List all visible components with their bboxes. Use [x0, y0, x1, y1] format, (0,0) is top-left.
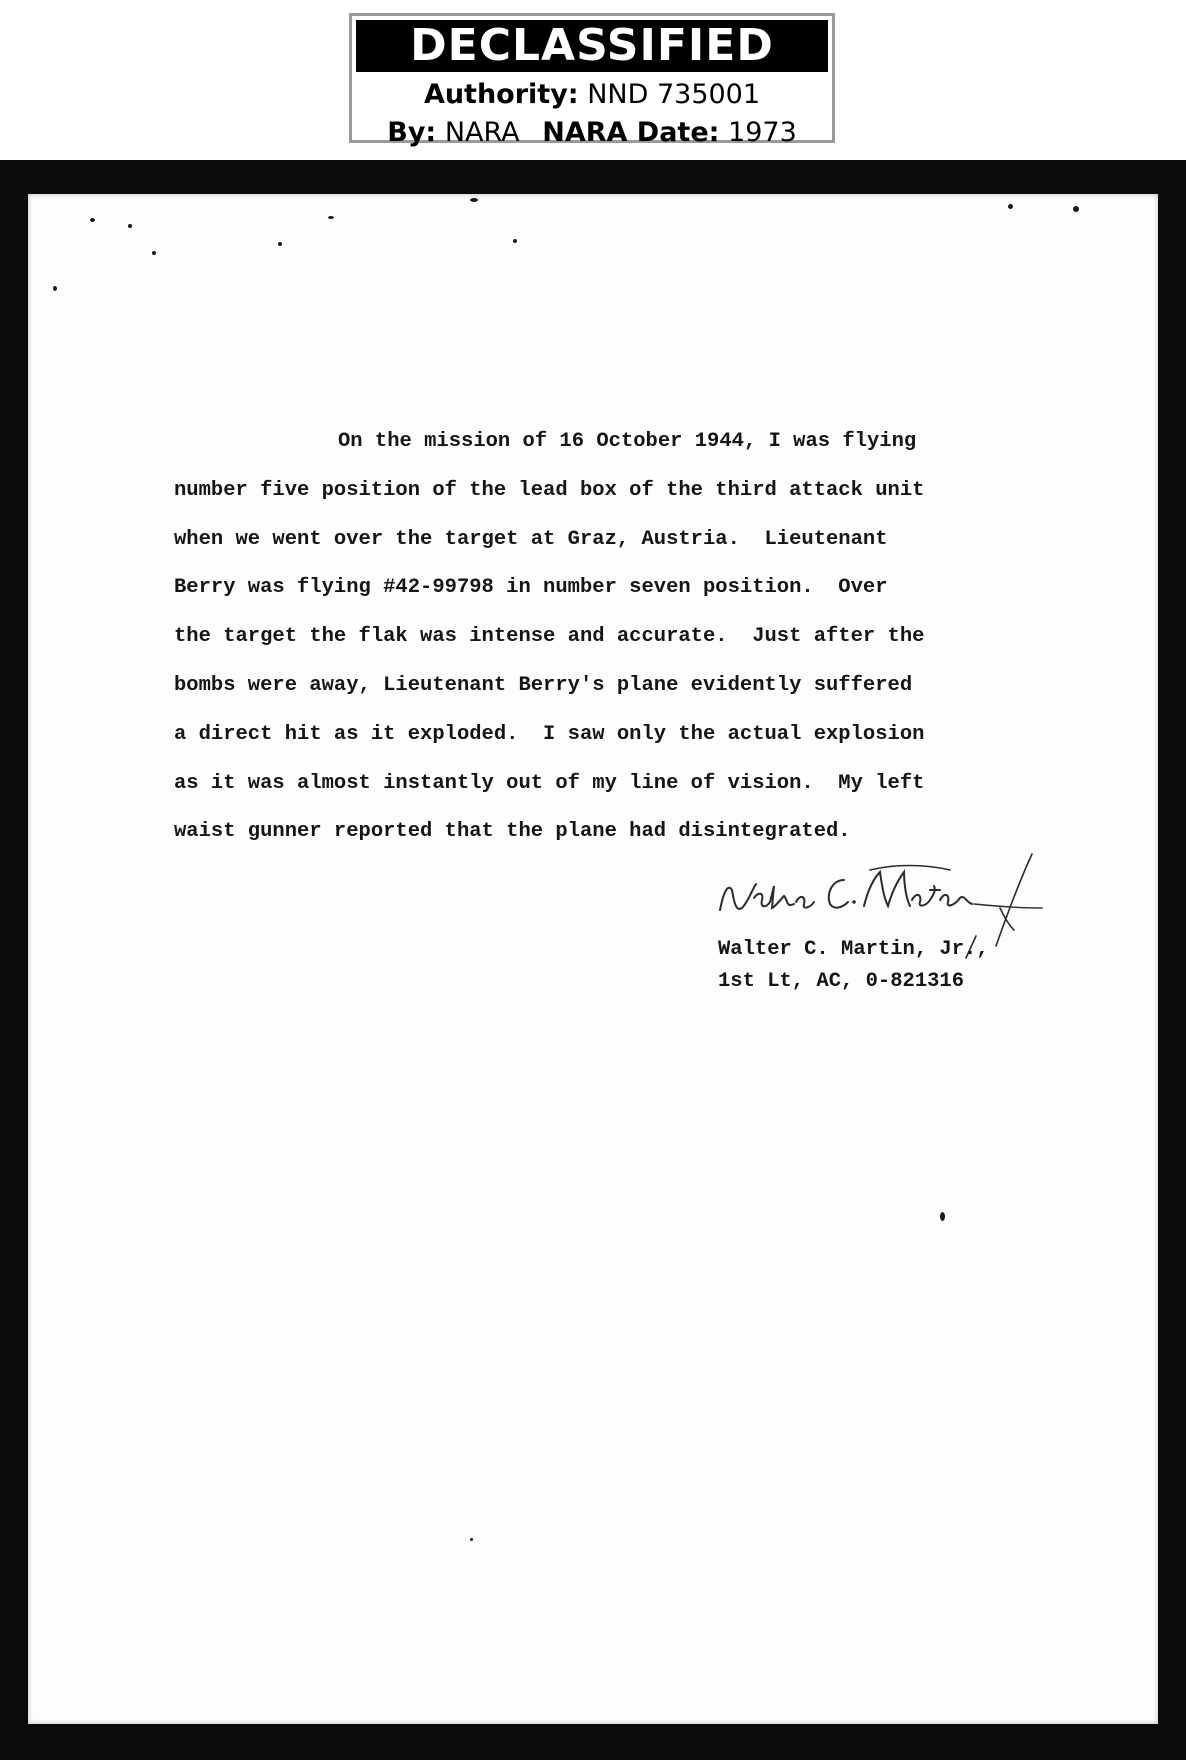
stamp-by-value: NARA — [444, 117, 520, 148]
memo-line: Berry was flying #42-99798 in number seven position. Over — [174, 576, 888, 600]
dust-speck — [278, 242, 282, 246]
memo-line: the target the flak was intense and accurate. Just after the — [174, 625, 925, 649]
dust-speck — [152, 251, 156, 255]
stamp-by-line — [352, 116, 832, 150]
stamp-authority-label: Authority: — [423, 79, 579, 110]
stamp-by-label: By: — [387, 117, 437, 148]
stamp-title: DECLASSIFIED — [356, 20, 828, 72]
memo-line: when we went over the target at Graz, Austria. Lieutenant — [174, 527, 888, 551]
dust-speck — [128, 224, 132, 228]
dust-speck — [53, 286, 57, 291]
memo-line: number five position of the lead box of the third attack unit — [174, 478, 925, 502]
stamp-authority-value: NND 735001 — [587, 79, 761, 110]
stamp-authority-line — [352, 78, 832, 112]
memo-line: waist gunner reported that the plane had disintegrated. — [174, 820, 851, 844]
memo-line: a direct hit as it exploded. I saw only the actual explosion — [174, 722, 925, 746]
dust-speck — [940, 1212, 945, 1221]
dust-speck — [470, 1538, 473, 1541]
signatory-name: Walter C. Martin, Jr., — [718, 938, 989, 961]
stamp-date-label: NARA Date: — [542, 117, 720, 148]
declassification-stamp — [349, 13, 835, 148]
dust-speck — [1008, 204, 1013, 209]
dust-speck — [470, 198, 478, 202]
memo-body — [174, 418, 1074, 857]
memo-line: bombs were away, Lieutenant Berry's plane evidently suffered — [174, 673, 913, 697]
dust-speck — [513, 239, 517, 243]
memo-line: On the mission of 16 October 1944, I was flying — [338, 430, 917, 453]
dust-speck — [90, 218, 95, 222]
signatory-rank-serial: 1st Lt, AC, 0-821316 — [718, 970, 965, 993]
memo-line: as it was almost instantly out of my line of vision. My left — [174, 771, 925, 795]
document-page — [28, 194, 1158, 1724]
stamp-date-value: 1973 — [728, 117, 797, 148]
dust-speck — [1073, 206, 1079, 212]
dust-speck — [328, 216, 334, 219]
scan-frame — [0, 160, 1186, 1760]
